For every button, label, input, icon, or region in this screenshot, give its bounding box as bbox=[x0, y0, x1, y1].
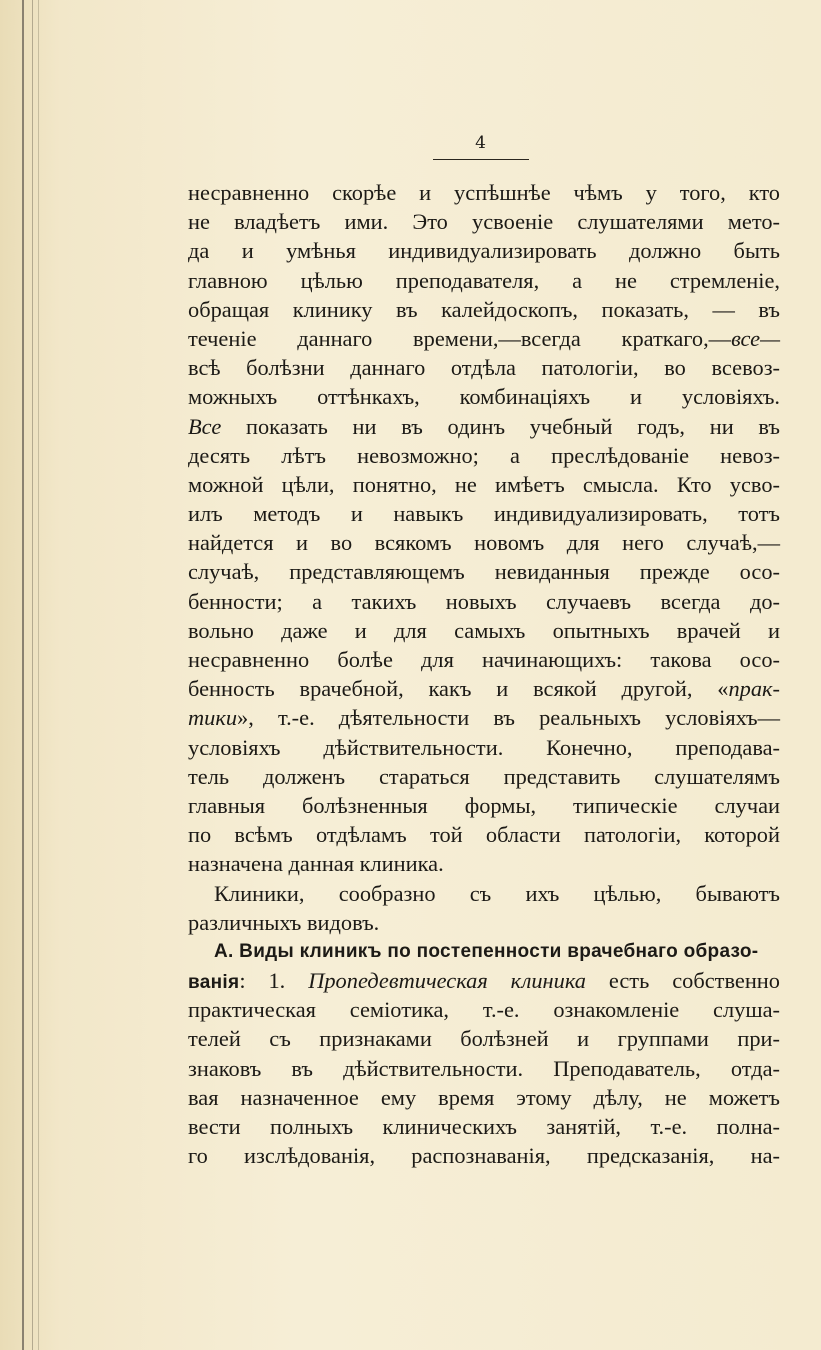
text-line: условiяхъ дѣйствительности. Конечно, преподава- bbox=[188, 734, 780, 760]
text-line: главною цѣлью преподавателя, а не стремленiе, bbox=[188, 267, 780, 293]
text-line: практическая семiотика, т.-е. ознакомленiе слуша- bbox=[188, 997, 780, 1023]
text-line: тель долженъ стараться представить слушателямъ bbox=[188, 763, 780, 789]
text-line: го изслѣдованiя, распознаванiя, предсказанiя, на- bbox=[188, 1143, 780, 1169]
text-line: случаѣ, представляющемъ невиданныя прежде осо- bbox=[188, 559, 780, 585]
text-line: знаковъ въ дѣйствительности. Преподаватель, отда- bbox=[188, 1055, 780, 1081]
text-line: ванiя: 1. Пропедевтическая клиника есть собственно bbox=[188, 968, 780, 994]
italic-word: Все bbox=[188, 413, 222, 439]
text-line: илъ методъ и навыкъ индивидуализировать, тотъ bbox=[188, 501, 780, 527]
text-line: бенность врачебной, какъ и всякой другой, «прак- bbox=[188, 676, 780, 702]
page-edge-line bbox=[32, 0, 33, 1350]
text-line: по всѣмъ отдѣламъ той области патологiи, которой bbox=[188, 822, 780, 848]
italic-term: Пропедевтическая клиника bbox=[308, 968, 586, 994]
text-line: бенности; а такихъ новыхъ случаевъ всегда до- bbox=[188, 588, 780, 614]
text-line: можныхъ оттѣнкахъ, комбинацiяхъ и условiяхъ. bbox=[188, 384, 780, 410]
text-line: да и умѣнья индивидуализировать должно быть bbox=[188, 238, 780, 264]
italic-word: прак- bbox=[728, 676, 780, 702]
text-line: можной цѣли, понятно, не имѣетъ смысла. Кто усво- bbox=[188, 471, 780, 497]
text-line: назначена данная клиника. bbox=[188, 851, 444, 877]
header-rule bbox=[433, 159, 529, 160]
text-line: не владѣетъ ими. Это усвоенiе слушателями мето- bbox=[188, 209, 780, 235]
text-line: найдется и во всякомъ новомъ для него случаѣ,— bbox=[188, 530, 780, 556]
text-line: обращая клинику въ калейдоскопъ, показать, — въ bbox=[188, 296, 780, 322]
text-line: несравненно болѣе для начинающихъ: такова осо- bbox=[188, 647, 780, 672]
body-text bbox=[188, 178, 780, 1170]
text-line: Клиники, сообразно съ ихъ цѣлью, бываютъ bbox=[214, 880, 780, 906]
section-heading: А. Виды клиникъ по постепенности врачебнаго образо- bbox=[214, 940, 759, 962]
text-line: вести полныхъ клиническихъ занятiй, т.-е. полна- bbox=[188, 1114, 780, 1139]
text-line: Все показать ни въ одинъ учебный годъ, ни въ bbox=[188, 413, 780, 439]
text-line: десять лѣтъ невозможно; а преслѣдованiе невоз- bbox=[188, 442, 780, 468]
text-line: несравненно скорѣе и успѣшнѣе чѣмъ у того, кто bbox=[188, 180, 780, 205]
text-line: всѣ болѣзни даннаго отдѣла патологiи, во всевоз- bbox=[188, 355, 780, 381]
text-line: теченiе даннаго времени,—всегда краткаго,—все— bbox=[188, 325, 780, 351]
page-number: 4 bbox=[475, 133, 486, 153]
text-line: телей съ признаками болѣзней и группами при- bbox=[188, 1026, 780, 1052]
text-line: главныя болѣзненныя формы, типическiе случаи bbox=[188, 792, 780, 818]
text-line: различныхъ видовъ. bbox=[188, 909, 380, 935]
text-line: тики», т.-е. дѣятельности въ реальныхъ условiяхъ— bbox=[188, 705, 780, 731]
text-line: вая назначенное ему время этому дѣлу, не можетъ bbox=[188, 1084, 780, 1110]
italic-word: все— bbox=[731, 325, 780, 351]
page-edge-line bbox=[38, 0, 39, 1350]
text-line: вольно даже и для самыхъ опытныхъ врачей и bbox=[188, 617, 780, 643]
page-edge-line bbox=[22, 0, 24, 1350]
italic-word: тики bbox=[188, 705, 238, 731]
